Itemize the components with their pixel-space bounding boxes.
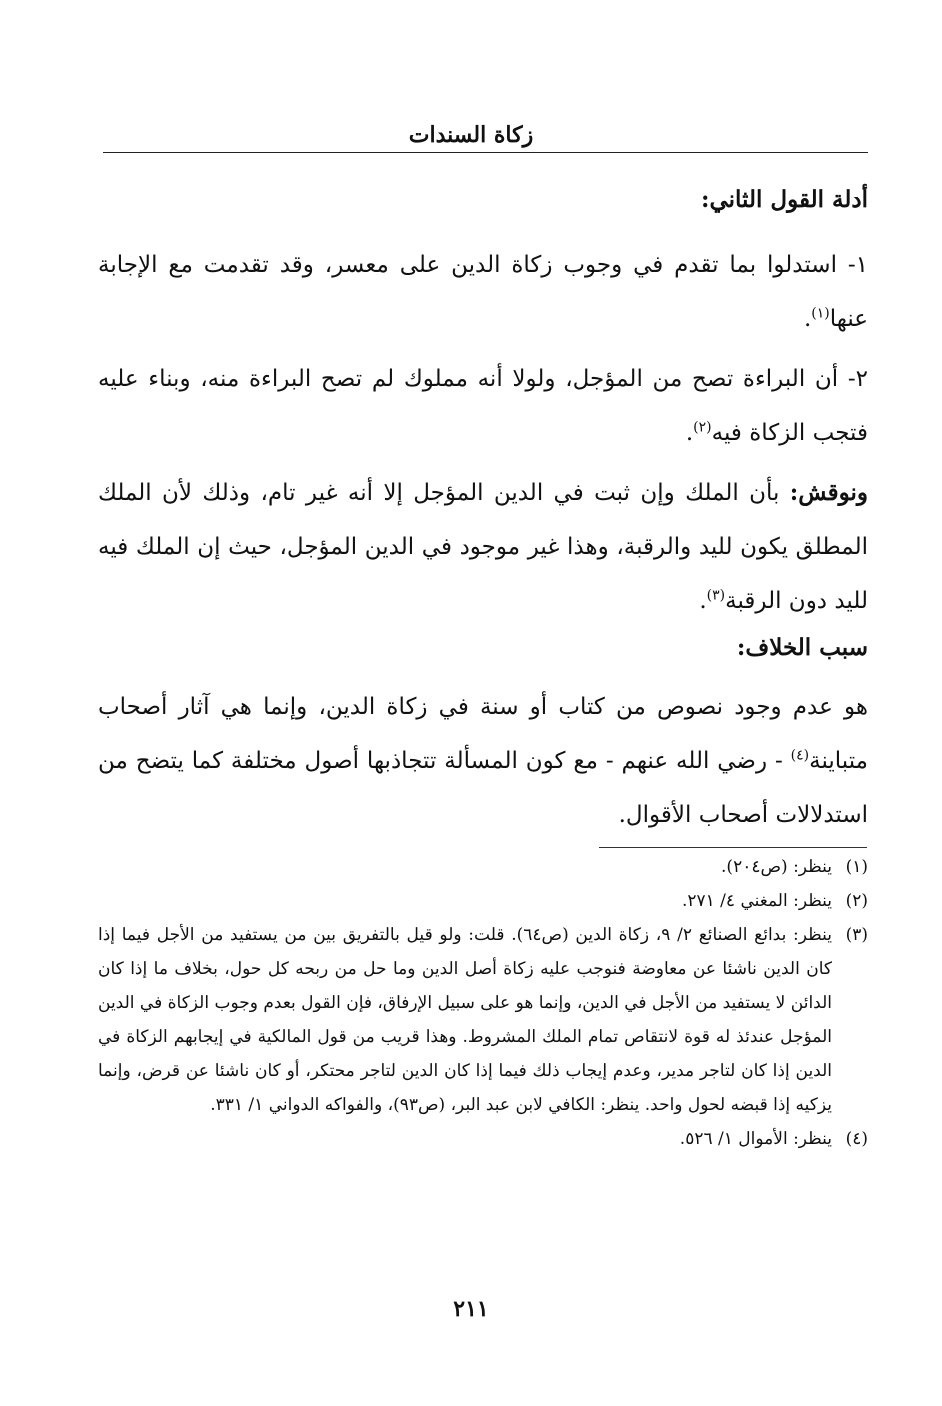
discussion-paragraph [98,466,868,628]
footnote-ref-2: (٢) [693,419,712,436]
footnote-number: (٤) [845,1129,868,1149]
header-rule [103,152,868,153]
reason-paragraph [98,680,868,842]
footnote-text: ينظر: المغني ٤/ ٢٧١. [681,891,832,911]
running-head: زكاة السندات [408,122,534,148]
reason-text-part-2: - رضي الله عنهم - مع كون المسألة تتجاذبها أصول مختلفة كما يتضح من استدلالات أصحاب الأقوال. [98,748,868,828]
discussion-text: بأن الملك وإن ثبت في الدين المؤجل إلا أنه غير تام، وذلك لأن الملك المطلق يكون لليد والرقبة، وهذا غير موجود في الدين المؤجل، حيث إن الملك فيه لليد دون الرقبة [98,480,868,614]
footnotes [98,850,868,1156]
section-heading-reason-of-dispute: سبب الخلاف: [736,634,868,661]
footnote-text: ينظر: (ص٢٠٤). [721,857,832,877]
page-number: ٢١١ [453,1296,489,1322]
footnote-ref-1: (١) [811,305,830,322]
footnote-number: (٣) [845,925,868,945]
footnote-item [98,884,868,918]
footnote-item [98,1122,868,1156]
footnote-item [98,850,868,884]
footnote-text: ينظر: بدائع الصنائع ٢/ ٩، زكاة الدين (ص٦٤). قلت: ولو قيل بالتفريق بين من يستفيد من الأجل فيما إذا كان الدين ناشئا عن معاوضة فنوجب عليه زكاة أصل الدين وما حل من ربحه كل حول، بخلاف ما إذا كان الدائن لا يستفيد من الأجل في الدين، وإنما هو على سبيل الإرفاق، فإن القول بعدم وجوب الزكاة في الدين المؤجل عندئذ له قوة لانتقاص تمام الملك المشروط. وهذا قريب من قول المالكية في إيجابهم الزكاة في الدين إذا كان لتاجر مدير، وعدم إيجاب ذلك فيما إذا كان الدين لتاجر محتكر، أو كان ناشئا عن قرض، وإنما يزكيه إذا قبضه لحول واحد. ينظر: الكافي لابن عبد البر، (ص٩٣)، والفواكه الدواني ١/ ٣٣١. [98,925,832,1115]
footnote-separator [599,847,867,848]
evidence-point-1 [98,238,868,346]
section-heading-second-opinion-evidence: أدلة القول الثاني: [700,186,868,213]
footnote-ref-3: (٣) [706,587,726,604]
reason-text-part-1: هو عدم وجود نصوص من كتاب أو سنة في زكاة الدين، وإنما هي آثار أصحاب متباينة [98,694,868,774]
discussion-label: ونوقش: [789,479,868,506]
evidence-point-1-text: ١- استدلوا بما تقدم في وجوب زكاة الدين على معسر، وقد تقدمت مع الإجابة عنها [98,252,868,332]
evidence-point-1-end: . [803,306,812,332]
evidence-point-2-end: . [685,420,694,446]
footnote-number: (١) [845,857,868,877]
evidence-point-2-text: ٢- أن البراءة تصح من المؤجل، ولولا أنه مملوك لم تصح البراءة منه، وبناء عليه فتجب الزكاة فيه [98,366,868,446]
discussion-end: . [699,588,707,614]
footnote-text: ينظر: الأموال ١/ ٥٢٦. [679,1129,832,1149]
evidence-point-2 [98,352,868,460]
footnote-ref-4: (٤) [790,747,810,764]
footnote-number: (٢) [845,891,868,911]
footnote-item [98,918,868,1122]
